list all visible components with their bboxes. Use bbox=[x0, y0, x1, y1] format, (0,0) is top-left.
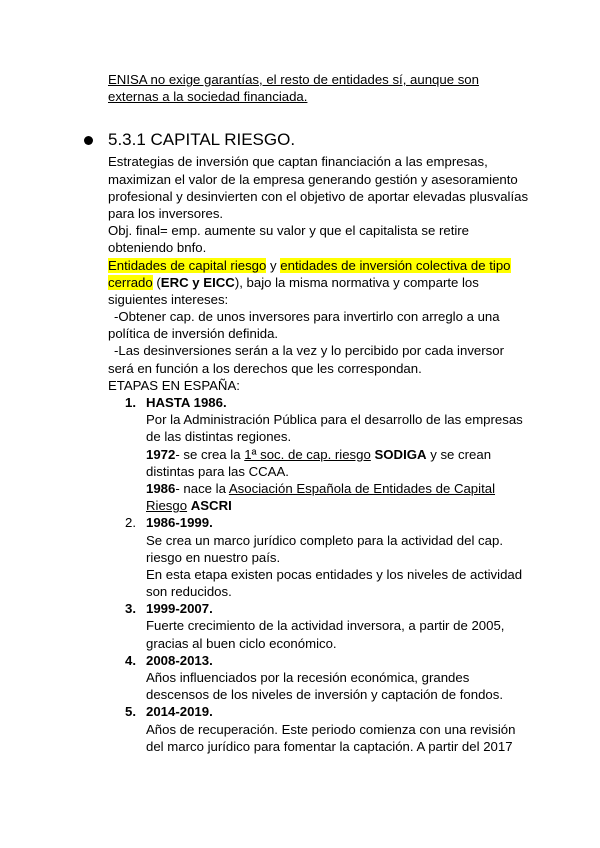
entities-connector: y bbox=[270, 257, 277, 273]
milestone-name: ASCRI bbox=[190, 498, 232, 514]
acronyms: ERC y EICC bbox=[160, 274, 235, 290]
stage-title: 1999-2007. bbox=[146, 601, 213, 617]
milestone-1986-cont bbox=[108, 497, 528, 514]
definition-line: Estrategias de inversión que captan financiación a las empresas, bbox=[108, 154, 488, 170]
stage-text-line: distintas para las CCAA. bbox=[146, 463, 289, 479]
stage-item bbox=[108, 394, 528, 514]
stage-title: 2008-2013. bbox=[146, 652, 213, 668]
stage-title: 2014-2019. bbox=[146, 704, 213, 720]
milestone-tail: y se crean bbox=[430, 446, 492, 462]
stage-text-line: riesgo en nuestro país. bbox=[146, 549, 281, 565]
section-heading: 5.3.1 CAPITAL RIESGO. bbox=[108, 130, 296, 149]
milestone-lead: - nace la bbox=[175, 480, 226, 496]
highlight-ecr: Entidades de capital riesgo bbox=[108, 257, 267, 273]
interest-line: política de inversión definida. bbox=[108, 326, 279, 342]
highlight-eicc: entidades de inversión colectiva de tipo bbox=[280, 257, 511, 273]
stage-title: 1986-1999. bbox=[146, 515, 213, 531]
enisa-note bbox=[108, 71, 479, 105]
stage-header bbox=[108, 394, 528, 411]
interest-line: -Obtener cap. de unos inversores para invertirlo con arreglo a una bbox=[114, 309, 500, 325]
milestone-underlined: Asociación Española de Entidades de Capital bbox=[228, 480, 496, 496]
milestone-1986 bbox=[108, 480, 528, 497]
stage-item bbox=[108, 652, 528, 704]
stage-text-line: En esta etapa existen pocas entidades y los niveles de actividad bbox=[146, 566, 523, 582]
milestone-year: 1986 bbox=[146, 480, 176, 496]
stage-text-line: Años de recuperación. Este periodo comienza con una revisión bbox=[146, 721, 516, 737]
enisa-note-line: externas a la sociedad financiada. bbox=[108, 89, 308, 105]
definition-line: para los inversores. bbox=[108, 205, 224, 221]
stage-number: 3. bbox=[125, 601, 136, 617]
stage-text-line: Años influenciados por la recesión económica, grandes bbox=[146, 670, 470, 686]
stage-header bbox=[108, 652, 528, 669]
stage-title: HASTA 1986. bbox=[146, 395, 227, 411]
objective-line: Obj. final= emp. aumente su valor y que el capitalista se retire bbox=[108, 223, 470, 239]
paren-open: ( bbox=[156, 274, 161, 290]
section-body bbox=[108, 153, 528, 755]
stage-text-line: de las distintas regiones. bbox=[146, 429, 292, 445]
stage-number: 2. bbox=[125, 515, 136, 531]
stage-text-line: son reducidos. bbox=[146, 584, 232, 600]
milestone-name: SODIGA bbox=[374, 446, 427, 462]
entities-line bbox=[108, 274, 528, 291]
stage-text-line: Fuerte crecimiento de la actividad inversora, a partir de 2005, bbox=[146, 618, 505, 634]
stage-text-line: gracias al buen ciclo económico. bbox=[146, 635, 337, 651]
definition-line: maximizan el valor de la empresa generando gestión y asesoramiento bbox=[108, 171, 518, 187]
milestone-underlined: Riesgo bbox=[146, 498, 188, 514]
stage-text-line: descensos de los niveles de inversión y captación de fondos. bbox=[146, 687, 504, 703]
entities-line bbox=[108, 257, 528, 274]
milestone-underlined: 1ª soc. de cap. riesgo bbox=[244, 446, 371, 462]
stage-item bbox=[108, 703, 528, 755]
stage-text-line: del marco jurídico para fomentar la captación. A partir del 2017 bbox=[146, 738, 513, 754]
entities-continuation: ), bajo la misma normativa y comparte los bbox=[234, 274, 479, 290]
stage-number: 4. bbox=[125, 652, 136, 668]
stage-item bbox=[108, 514, 528, 600]
stage-header bbox=[108, 600, 528, 617]
stage-text-line: Por la Administración Pública para el desarrollo de las empresas bbox=[146, 412, 523, 428]
bullet-icon bbox=[84, 136, 93, 145]
entities-line: siguientes intereses: bbox=[108, 291, 229, 307]
enisa-note-line: ENISA no exige garantías, el resto de entidades sí, aunque son bbox=[108, 72, 479, 87]
stage-text-line: Se crea un marco jurídico completo para la actividad del cap. bbox=[146, 532, 503, 548]
stages-title: ETAPAS EN ESPAÑA: bbox=[108, 377, 240, 393]
highlight-cerrado: cerrado bbox=[108, 274, 153, 290]
milestone-year: 1972 bbox=[146, 446, 176, 462]
stage-number: 1. bbox=[125, 395, 136, 411]
milestone-1972 bbox=[108, 446, 528, 463]
stage-header bbox=[108, 514, 528, 531]
stage-header bbox=[108, 703, 528, 720]
milestone-lead: - se crea la bbox=[175, 446, 241, 462]
definition-line: profesional y desinvierten con el objetivo de aportar elevadas plusvalías bbox=[108, 188, 529, 204]
stage-number: 5. bbox=[125, 704, 136, 720]
interest-line: -Las desinversiones serán a la vez y lo percibido por cada inversor bbox=[114, 343, 504, 359]
stage-item bbox=[108, 600, 528, 652]
objective-line: obteniendo bnfo. bbox=[108, 240, 207, 256]
interest-line: será en función a los derechos que les correspondan. bbox=[108, 360, 422, 376]
